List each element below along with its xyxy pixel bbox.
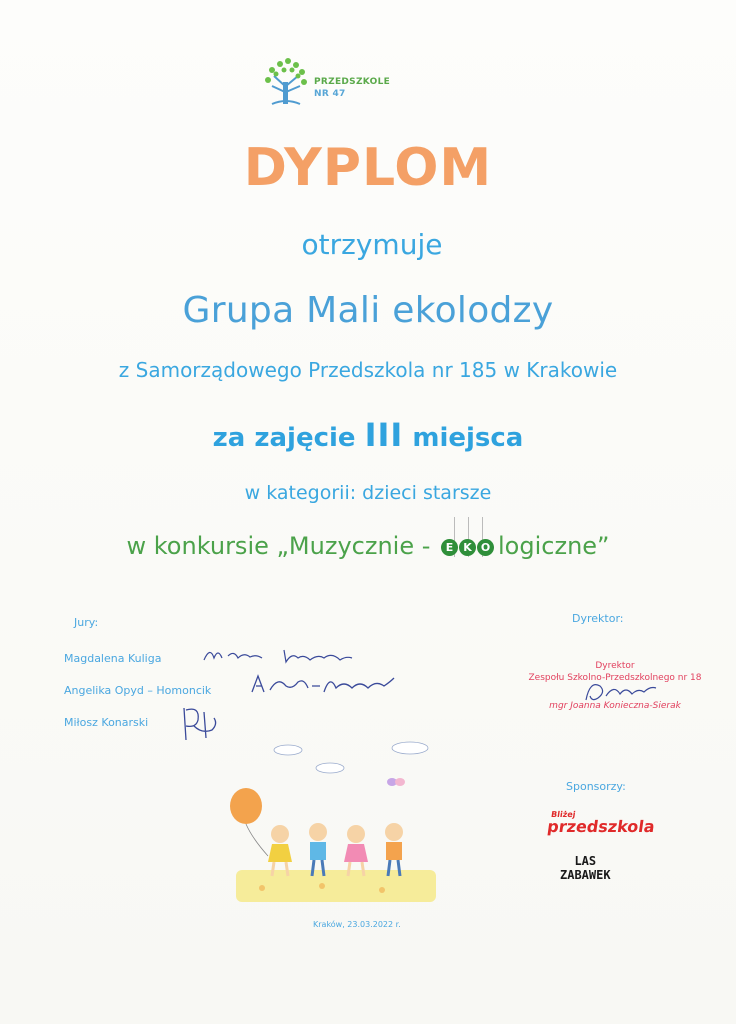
- eko-badge: [440, 535, 496, 559]
- eko-letter-o: O: [477, 539, 494, 556]
- balloon-icon: [230, 788, 268, 856]
- jury-label: Jury:: [74, 616, 99, 629]
- diploma-title: DYPLOM: [243, 138, 493, 198]
- child-figure: [268, 825, 292, 876]
- place-number: III: [364, 416, 404, 454]
- director-label: Dyrektor:: [572, 612, 624, 625]
- grass-ground: [236, 870, 436, 902]
- child-figure: [385, 823, 403, 876]
- signature-opyd-homoncik: [248, 670, 398, 700]
- stamp-name: mgr Joanna Konieczna-Sierak: [549, 701, 681, 711]
- jury-member-1: Magdalena Kuliga: [64, 652, 162, 665]
- jury-member-3: Miłosz Konarski: [64, 716, 149, 729]
- tree-of-hands-icon: [262, 56, 310, 108]
- signature-director: [580, 676, 660, 706]
- signature-konarski: [176, 700, 226, 746]
- sponsor2-line-1: LAS: [574, 854, 597, 868]
- contest-suffix: logiczne”: [498, 532, 610, 560]
- sponsor-logo-las-zabawek: [560, 854, 611, 882]
- date-place: Kraków, 23.03.2022 r.: [313, 920, 401, 929]
- place-line: [0, 416, 736, 454]
- sponsor2-line-2: ZABAWEK: [560, 868, 611, 882]
- butterfly-icon: [387, 778, 405, 786]
- logo-text: [314, 76, 390, 100]
- stamp-institution: Zespołu Szkolno-Przedszkolnego nr 18: [528, 673, 702, 683]
- sponsor1-main-text: przedszkola: [546, 817, 657, 836]
- cloud-icon: [274, 742, 428, 773]
- place-suffix: miejsca: [403, 423, 524, 453]
- kindergarten-origin: z Samorządowego Przedszkola nr 185 w Krakowie: [118, 358, 618, 382]
- contest-prefix: w konkursie „Muzycznie -: [126, 532, 439, 560]
- child-figure: [344, 825, 368, 876]
- jury-member-2: Angelika Opyd – Homoncik: [64, 684, 212, 697]
- sponsor-logo-blizej-przedszkola: [546, 810, 657, 835]
- eko-letter-e: E: [441, 539, 458, 556]
- stamp-title: Dyrektor: [595, 661, 635, 671]
- sponsors-label: Sponsorzy:: [566, 780, 626, 793]
- group-name: Grupa Mali ekolodzy: [182, 290, 554, 331]
- logo-line-2: NR 47: [314, 89, 346, 99]
- child-figure: [309, 823, 327, 876]
- contest-line: [0, 532, 736, 560]
- receives-text: otrzymuje: [301, 228, 443, 261]
- signature-kuliga: [200, 642, 360, 668]
- logo-line-1: PRZEDSZKOLE: [314, 77, 391, 87]
- eko-letter-k: K: [459, 539, 476, 556]
- sponsor1-small-text: Bliżej: [550, 810, 577, 819]
- place-prefix: za zajęcie: [212, 423, 365, 453]
- children-illustration: [222, 738, 442, 908]
- category-line: w kategorii: dzieci starsze: [244, 482, 492, 504]
- kindergarten-logo: [262, 56, 422, 108]
